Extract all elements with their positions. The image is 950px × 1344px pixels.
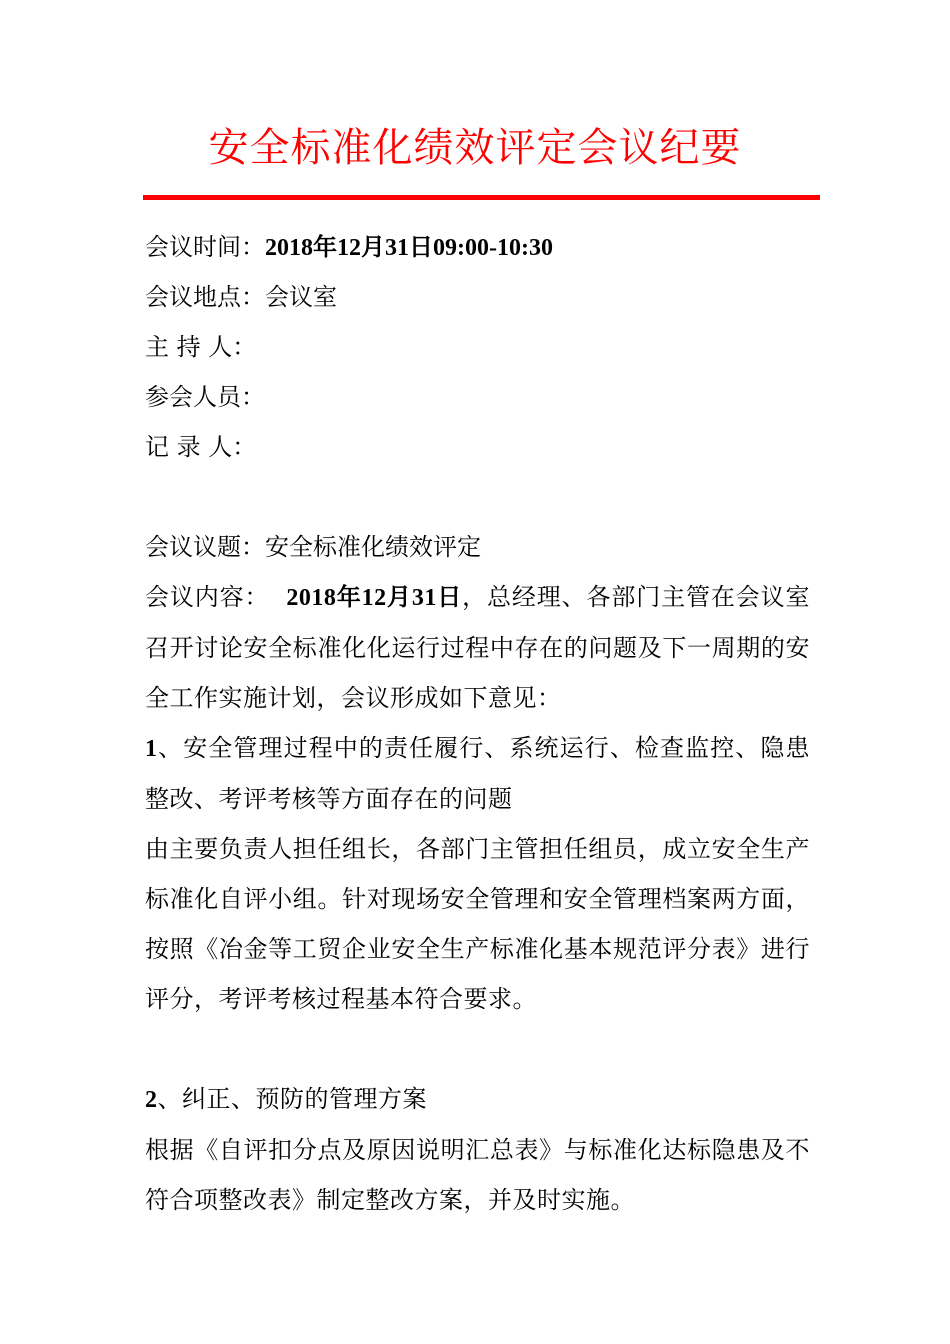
meeting-host-label: 主 持 人： (145, 333, 257, 361)
section-2-number: 2 (145, 1087, 158, 1113)
section-2-paragraph: 根据《自评扣分点及原因说明汇总表》与标准化达标隐患及不符合项整改表》制定整改方案，并及时实施。 (145, 1136, 810, 1214)
meeting-time-value: 2018年12月31日09:00-10:30 (265, 235, 553, 261)
document-title: 安全标准化绩效评定会议纪要 (208, 125, 742, 171)
meeting-time (145, 222, 810, 272)
meeting-time-label: 会议时间： (145, 233, 265, 261)
meeting-attendees (145, 372, 810, 422)
meeting-topic (145, 522, 810, 572)
section-2-heading (145, 1074, 810, 1125)
section-1-heading-text: 、安全管理过程中的责任履行、系统运行、检查监控、隐患整改、考评考核等方面存在的问题 (145, 734, 810, 813)
spacer (145, 1024, 810, 1074)
meeting-recorder-label: 记 录 人： (145, 433, 257, 461)
meeting-content-text: ，总经理、各部门主管在会议室召开讨论安全标准化化运行过程中存在的问题及下一周期的安全工作实施计划，会议形成如下意见： (145, 583, 811, 712)
meeting-place (145, 272, 810, 322)
spacer (145, 472, 810, 522)
meeting-host (145, 322, 810, 372)
meeting-topic-label: 会议议题： (145, 533, 265, 561)
meeting-content (145, 572, 810, 723)
meeting-content-label: 会议内容： (145, 583, 270, 611)
section-2-heading-text: 、纠正、预防的管理方案 (157, 1085, 427, 1113)
meeting-place-value: 会议室 (265, 283, 337, 311)
meeting-recorder (145, 422, 810, 472)
section-1-number: 1 (145, 736, 158, 762)
meeting-attendees-label: 参会人员： (145, 383, 265, 411)
section-1-paragraph: 由主要负责人担任组长，各部门主管担任组员，成立安全生产标准化自评小组。针对现场安全管理和安全管理档案两方面，按照《冶金等工贸企业安全生产标准化基本规范评分表》进行评分，考评考核过程基本符合要求。 (145, 835, 810, 1013)
meeting-content-date: 2018年12月31日 (286, 585, 463, 611)
section-1-heading (145, 723, 810, 824)
meeting-topic-value: 安全标准化绩效评定 (265, 533, 481, 561)
document-body (145, 222, 810, 1225)
title-divider (143, 195, 820, 200)
meeting-place-label: 会议地点： (145, 283, 265, 311)
